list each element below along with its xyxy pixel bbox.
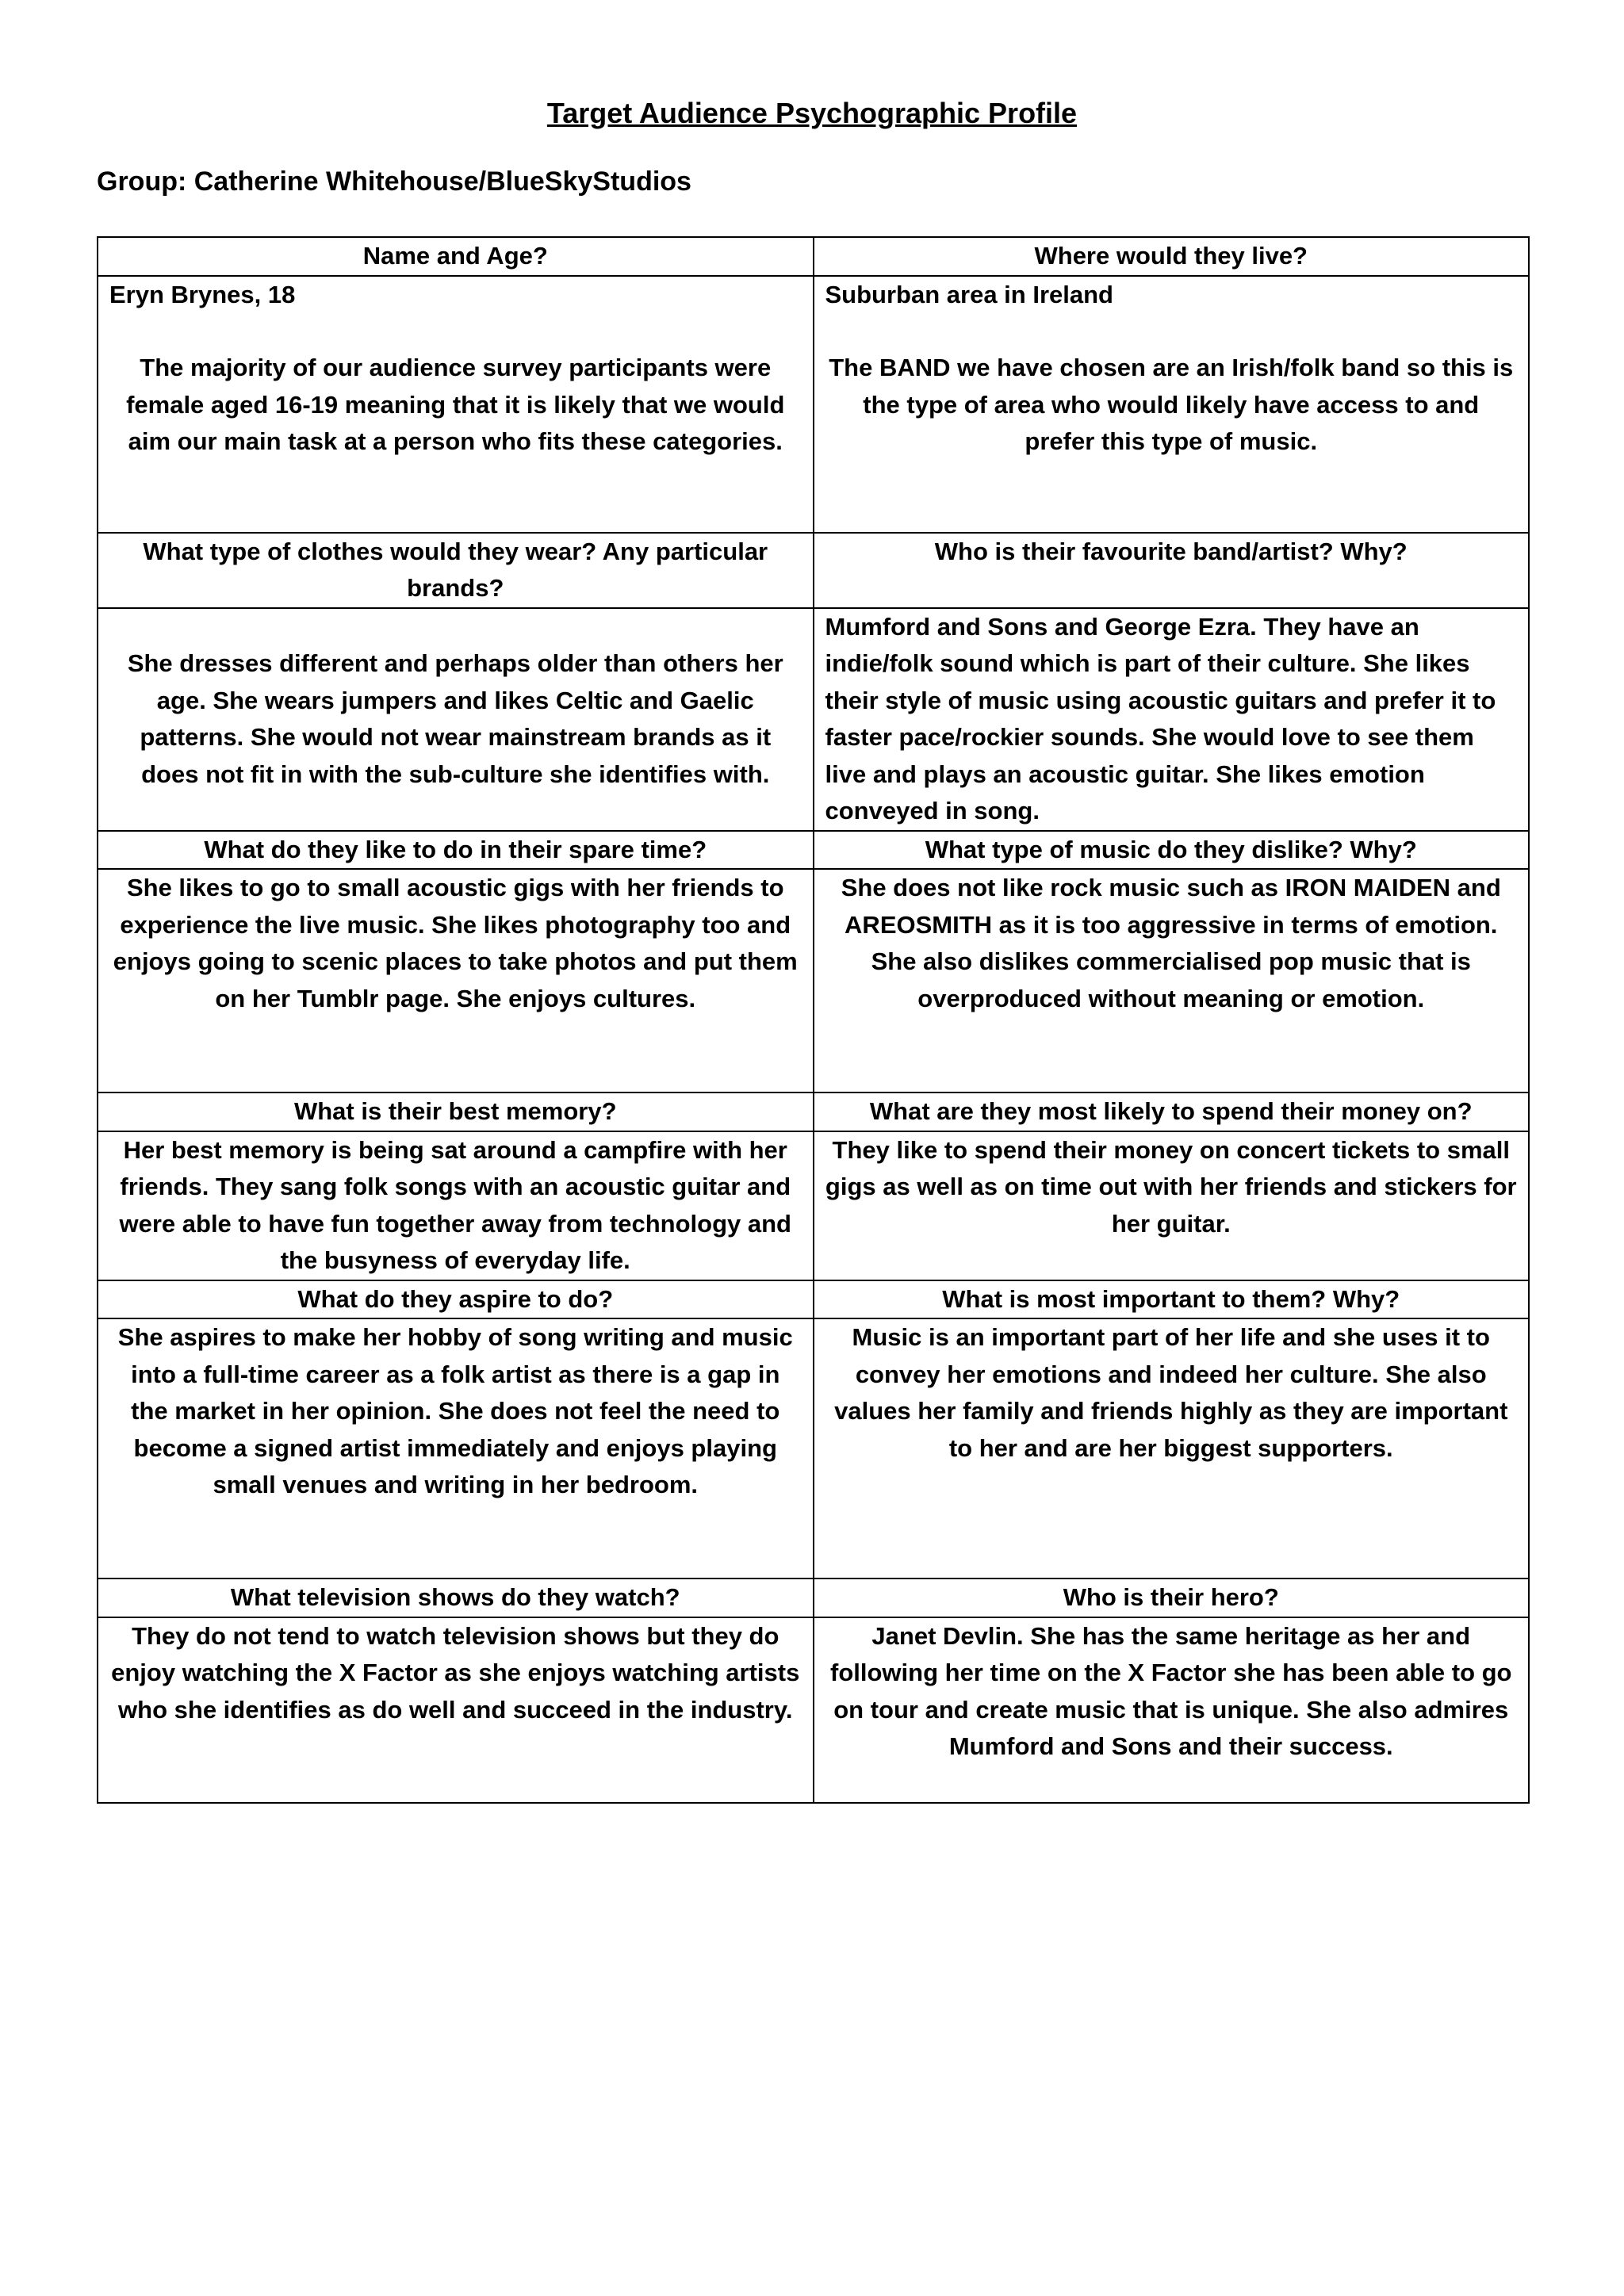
table-row <box>98 1280 1529 1319</box>
table-row <box>98 1318 1529 1578</box>
question-music-dislike: What type of music do they dislike? Why? <box>814 831 1530 870</box>
answer-most-important: Music is an important part of her life and she uses it to convey her emotions and indeed her culture. She also values her family and friends highly as they are important to her and are her biggest supporters. <box>814 1318 1530 1578</box>
answer-spend-money: They like to spend their money on concert tickets to small gigs as well as on time out with her friends and stickers for her guitar. <box>814 1131 1530 1280</box>
question-spend-money: What are they most likely to spend their money on? <box>814 1093 1530 1131</box>
profile-table <box>97 236 1530 1804</box>
answer-aspire: She aspires to make her hobby of song writing and music into a full-time career as a folk artist as there is a gap in the market in her opinion. She does not feel the need to become a signed artist immediately and enjoys playing small venues and writing in her bedroom. <box>98 1318 814 1578</box>
table-row <box>98 1617 1529 1803</box>
table-row <box>98 869 1529 1093</box>
question-aspire: What do they aspire to do? <box>98 1280 814 1319</box>
answer-clothes: She dresses different and perhaps older than others her age. She wears jumpers and likes Celtic and Gaelic patterns. She would not wear mainstream brands as it does not fit in with the sub-culture she identifies with. <box>98 608 814 831</box>
question-television: What television shows do they watch? <box>98 1578 814 1617</box>
answer-television: They do not tend to watch television shows but they do enjoy watching the X Factor as she enjoys watching artists who she identifies as do well and succeed in the industry. <box>98 1617 814 1803</box>
question-clothes: What type of clothes would they wear? Any particular brands? <box>98 533 814 608</box>
table-row <box>98 608 1529 831</box>
answer-where-live <box>814 276 1530 533</box>
group-label: Group: Catherine Whitehouse/BlueSkyStudios <box>97 166 691 197</box>
table-row <box>98 1093 1529 1131</box>
answer-name-age <box>98 276 814 533</box>
table-row <box>98 237 1529 276</box>
answer-name-age-lead: Eryn Brynes, 18 <box>109 280 296 308</box>
table-row <box>98 533 1529 608</box>
answer-best-memory: Her best memory is being sat around a campfire with her friends. They sang folk songs with an acoustic guitar and were able to have fun together away from technology and the busyness of everyday life. <box>98 1131 814 1280</box>
answer-spare-time: She likes to go to small acoustic gigs with her friends to experience the live music. She likes photography too and enjoys going to scenic places to take photos and put them on her Tumblr page. She enjoys cultures. <box>98 869 814 1093</box>
question-best-memory: What is their best memory? <box>98 1093 814 1131</box>
question-favourite-band: Who is their favourite band/artist? Why? <box>814 533 1530 608</box>
question-spare-time: What do they like to do in their spare time? <box>98 831 814 870</box>
answer-music-dislike: She does not like rock music such as IRON MAIDEN and AREOSMITH as it is too aggressive in terms of emotion. She also dislikes commercialised pop music that is overproduced without meaning or emotion. <box>814 869 1530 1093</box>
table-row <box>98 1578 1529 1617</box>
answer-favourite-band: Mumford and Sons and George Ezra. They have an indie/folk sound which is part of their culture. She likes their style of music using acoustic guitars and prefer it to faster pace/rockier sounds. She would love to see them live and plays an acoustic guitar. She likes emotion conveyed in song. <box>814 608 1530 831</box>
question-where-live: Where would they live? <box>814 237 1530 276</box>
document-title: Target Audience Psychographic Profile <box>546 97 1078 129</box>
question-most-important: What is most important to them? Why? <box>814 1280 1530 1319</box>
table-row <box>98 276 1529 533</box>
answer-where-live-body: The BAND we have chosen are an Irish/folk band so this is the type of area who would likely have access to and prefer this type of music. <box>829 354 1514 455</box>
answer-name-age-body: The majority of our audience survey participants were female aged 16-19 meaning that it is likely that we would aim our main task at a person who fits these categories. <box>126 354 785 455</box>
answer-where-live-lead: Suburban area in Ireland <box>825 280 1113 308</box>
question-name-age: Name and Age? <box>98 237 814 276</box>
question-hero: Who is their hero? <box>814 1578 1530 1617</box>
table-row <box>98 831 1529 870</box>
table-row <box>98 1131 1529 1280</box>
answer-hero: Janet Devlin. She has the same heritage as her and following her time on the X Factor she has been able to go on tour and create music that is unique. She also admires Mumford and Sons and their success. <box>814 1617 1530 1803</box>
